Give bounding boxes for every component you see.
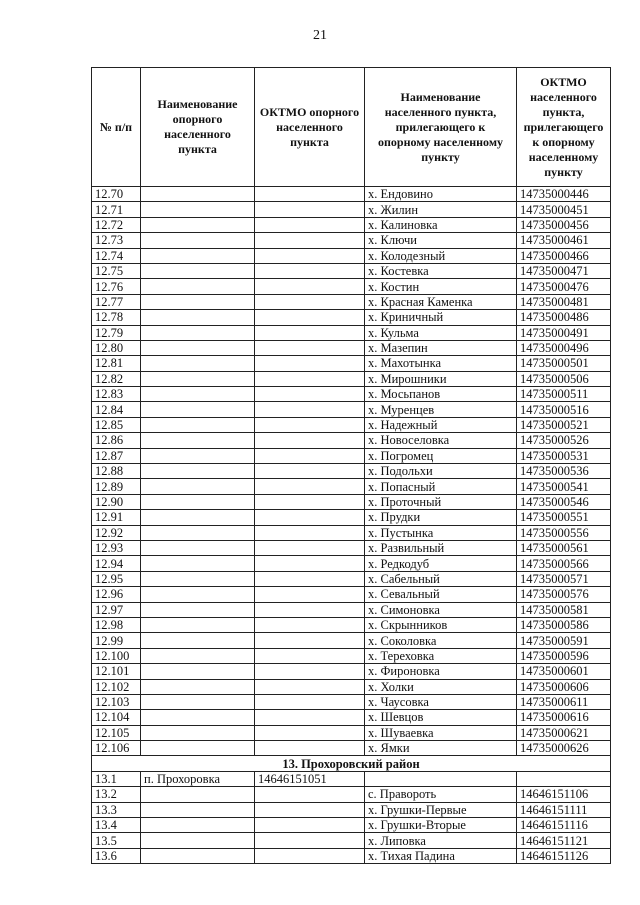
cell-number: 13.6 (92, 848, 141, 863)
cell-core-settlement-name (141, 494, 255, 509)
cell-adjacent-settlement-name: х. Грушки-Вторые (365, 818, 517, 833)
cell-adjacent-settlement-oktmo: 14735000611 (517, 694, 611, 709)
table-row (92, 587, 611, 602)
cell-adjacent-settlement-name: х. Севальный (365, 587, 517, 602)
cell-core-settlement-name (141, 556, 255, 571)
cell-number: 12.70 (92, 187, 141, 202)
cell-adjacent-settlement-name: х. Махотынка (365, 356, 517, 371)
cell-number: 13.1 (92, 771, 141, 786)
cell-core-settlement-oktmo (255, 540, 365, 555)
cell-core-settlement-oktmo (255, 664, 365, 679)
cell-core-settlement-oktmo (255, 694, 365, 709)
cell-core-settlement-name (141, 602, 255, 617)
cell-core-settlement-oktmo (255, 602, 365, 617)
cell-adjacent-settlement-name: х. Скрынников (365, 617, 517, 632)
cell-number: 12.90 (92, 494, 141, 509)
cell-adjacent-settlement-oktmo: 14735000586 (517, 617, 611, 632)
table-row (92, 818, 611, 833)
table-row (92, 387, 611, 402)
cell-adjacent-settlement-oktmo: 14735000471 (517, 263, 611, 278)
cell-adjacent-settlement-name: х. Калиновка (365, 217, 517, 232)
header-number: № п/п (92, 68, 141, 187)
table-row (92, 248, 611, 263)
cell-adjacent-settlement-oktmo: 14735000541 (517, 479, 611, 494)
header-adjacent-settlement-oktmo: ОКТМО населенного пункта, прилегающего к опорному населенному пункту (517, 68, 611, 187)
cell-number: 13.3 (92, 802, 141, 817)
cell-adjacent-settlement-name: х. Симоновка (365, 602, 517, 617)
table-row (92, 202, 611, 217)
table-row (92, 571, 611, 586)
table-row (92, 694, 611, 709)
cell-core-settlement-oktmo (255, 617, 365, 632)
cell-core-settlement-name (141, 464, 255, 479)
table-row (92, 479, 611, 494)
cell-core-settlement-oktmo (255, 710, 365, 725)
cell-number: 12.96 (92, 587, 141, 602)
cell-core-settlement-oktmo (255, 510, 365, 525)
cell-core-settlement-oktmo (255, 340, 365, 355)
cell-core-settlement-oktmo (255, 494, 365, 509)
cell-core-settlement-name (141, 187, 255, 202)
cell-number: 13.4 (92, 818, 141, 833)
cell-core-settlement-name (141, 448, 255, 463)
table-row (92, 710, 611, 725)
cell-number: 12.100 (92, 648, 141, 663)
cell-core-settlement-name (141, 325, 255, 340)
cell-adjacent-settlement-name: х. Колодезный (365, 248, 517, 263)
cell-core-settlement-name (141, 217, 255, 232)
table-row (92, 217, 611, 232)
section-title: 13. Прохоровский район (92, 756, 611, 771)
cell-number: 12.73 (92, 233, 141, 248)
cell-adjacent-settlement-oktmo: 14735000446 (517, 187, 611, 202)
cell-core-settlement-oktmo (255, 525, 365, 540)
cell-adjacent-settlement-oktmo: 14735000561 (517, 540, 611, 555)
cell-core-settlement-name (141, 479, 255, 494)
cell-adjacent-settlement-oktmo: 14735000516 (517, 402, 611, 417)
cell-number: 12.103 (92, 694, 141, 709)
cell-adjacent-settlement-name: х. Холки (365, 679, 517, 694)
table-row (92, 233, 611, 248)
cell-number: 12.74 (92, 248, 141, 263)
cell-number: 12.89 (92, 479, 141, 494)
cell-adjacent-settlement-oktmo: 14735000616 (517, 710, 611, 725)
cell-number: 12.83 (92, 387, 141, 402)
cell-adjacent-settlement-oktmo: 14735000571 (517, 571, 611, 586)
cell-number: 12.86 (92, 433, 141, 448)
cell-core-settlement-oktmo (255, 187, 365, 202)
table-row (92, 540, 611, 555)
cell-core-settlement-name (141, 802, 255, 817)
cell-adjacent-settlement-name: х. Жилин (365, 202, 517, 217)
cell-core-settlement-name (141, 356, 255, 371)
cell-adjacent-settlement-oktmo: 14735000531 (517, 448, 611, 463)
cell-adjacent-settlement-oktmo: 14735000576 (517, 587, 611, 602)
cell-adjacent-settlement-oktmo: 14735000466 (517, 248, 611, 263)
cell-adjacent-settlement-oktmo: 14735000476 (517, 279, 611, 294)
cell-core-settlement-oktmo (255, 725, 365, 740)
cell-core-settlement-name (141, 510, 255, 525)
cell-adjacent-settlement-name: х. Сабельный (365, 571, 517, 586)
cell-number: 12.77 (92, 294, 141, 309)
cell-core-settlement-name (141, 787, 255, 802)
cell-adjacent-settlement-oktmo: 14735000456 (517, 217, 611, 232)
cell-number: 12.106 (92, 741, 141, 756)
cell-core-settlement-oktmo (255, 310, 365, 325)
cell-core-settlement-name (141, 279, 255, 294)
cell-adjacent-settlement-name: х. Подольхи (365, 464, 517, 479)
cell-adjacent-settlement-oktmo: 14735000551 (517, 510, 611, 525)
cell-adjacent-settlement-oktmo: 14735000521 (517, 417, 611, 432)
cell-adjacent-settlement-name: х. Грушки-Первые (365, 802, 517, 817)
cell-core-settlement-name (141, 233, 255, 248)
table-row (92, 356, 611, 371)
cell-adjacent-settlement-name: х. Развильный (365, 540, 517, 555)
cell-core-settlement-name (141, 587, 255, 602)
cell-number: 12.92 (92, 525, 141, 540)
cell-core-settlement-name (141, 617, 255, 632)
cell-adjacent-settlement-oktmo: 14646151126 (517, 848, 611, 863)
cell-adjacent-settlement-oktmo: 14735000486 (517, 310, 611, 325)
cell-core-settlement-name (141, 679, 255, 694)
cell-adjacent-settlement-oktmo: 14646151111 (517, 802, 611, 817)
cell-core-settlement-oktmo (255, 679, 365, 694)
table-row (92, 371, 611, 386)
cell-core-settlement-name (141, 371, 255, 386)
cell-core-settlement-oktmo (255, 387, 365, 402)
table-row (92, 310, 611, 325)
cell-adjacent-settlement-oktmo: 14735000491 (517, 325, 611, 340)
table-row (92, 848, 611, 863)
cell-adjacent-settlement-name: х. Шевцов (365, 710, 517, 725)
table-row (92, 833, 611, 848)
cell-core-settlement-oktmo (255, 279, 365, 294)
table-row (92, 448, 611, 463)
cell-adjacent-settlement-name: х. Костевка (365, 263, 517, 278)
cell-number: 12.98 (92, 617, 141, 632)
cell-core-settlement-oktmo (255, 417, 365, 432)
header-core-settlement-name: Наименование опорного населенного пункта (141, 68, 255, 187)
cell-adjacent-settlement-oktmo: 14735000601 (517, 664, 611, 679)
cell-adjacent-settlement-oktmo: 14735000536 (517, 464, 611, 479)
cell-adjacent-settlement-name: х. Надежный (365, 417, 517, 432)
cell-adjacent-settlement-name: х. Мирошники (365, 371, 517, 386)
cell-adjacent-settlement-name: х. Фироновка (365, 664, 517, 679)
cell-number: 12.76 (92, 279, 141, 294)
cell-core-settlement-oktmo (255, 202, 365, 217)
cell-adjacent-settlement-name: х. Новоселовка (365, 433, 517, 448)
cell-core-settlement-oktmo (255, 741, 365, 756)
cell-number: 12.101 (92, 664, 141, 679)
cell-adjacent-settlement-name: х. Редкодуб (365, 556, 517, 571)
cell-core-settlement-name (141, 648, 255, 663)
cell-number: 12.99 (92, 633, 141, 648)
cell-number: 12.85 (92, 417, 141, 432)
table-row (92, 648, 611, 663)
cell-number: 12.91 (92, 510, 141, 525)
table-row (92, 464, 611, 479)
cell-adjacent-settlement-name: х. Тереховка (365, 648, 517, 663)
table-row (92, 633, 611, 648)
cell-core-settlement-name (141, 818, 255, 833)
cell-adjacent-settlement-name: х. Липовка (365, 833, 517, 848)
cell-number: 12.97 (92, 602, 141, 617)
table-row (92, 771, 611, 786)
cell-number: 12.81 (92, 356, 141, 371)
cell-core-settlement-name (141, 340, 255, 355)
cell-number: 12.72 (92, 217, 141, 232)
cell-core-settlement-oktmo (255, 448, 365, 463)
cell-adjacent-settlement-name: х. Тихая Падина (365, 848, 517, 863)
cell-core-settlement-name: п. Прохоровка (141, 771, 255, 786)
cell-adjacent-settlement-oktmo: 14735000461 (517, 233, 611, 248)
cell-core-settlement-oktmo (255, 433, 365, 448)
cell-number: 13.2 (92, 787, 141, 802)
cell-core-settlement-name (141, 433, 255, 448)
cell-core-settlement-oktmo (255, 248, 365, 263)
cell-number: 12.75 (92, 263, 141, 278)
table-row (92, 510, 611, 525)
cell-number: 12.79 (92, 325, 141, 340)
cell-core-settlement-oktmo (255, 233, 365, 248)
table-row (92, 279, 611, 294)
cell-adjacent-settlement-name (365, 771, 517, 786)
table-body-district-12 (92, 187, 611, 756)
cell-adjacent-settlement-name: х. Ендовино (365, 187, 517, 202)
table-row (92, 187, 611, 202)
cell-adjacent-settlement-name: х. Погромец (365, 448, 517, 463)
cell-adjacent-settlement-name: х. Ключи (365, 233, 517, 248)
cell-adjacent-settlement-name: х. Муренцев (365, 402, 517, 417)
cell-core-settlement-oktmo (255, 587, 365, 602)
cell-core-settlement-oktmo (255, 263, 365, 278)
cell-adjacent-settlement-name: х. Проточный (365, 494, 517, 509)
cell-core-settlement-oktmo (255, 356, 365, 371)
cell-number: 12.84 (92, 402, 141, 417)
cell-adjacent-settlement-name: х. Чаусовка (365, 694, 517, 709)
cell-adjacent-settlement-oktmo: 14735000591 (517, 633, 611, 648)
cell-core-settlement-name (141, 633, 255, 648)
cell-adjacent-settlement-oktmo: 14735000566 (517, 556, 611, 571)
cell-adjacent-settlement-name: х. Попасный (365, 479, 517, 494)
table-row (92, 802, 611, 817)
cell-core-settlement-oktmo: 14646151051 (255, 771, 365, 786)
cell-adjacent-settlement-oktmo: 14646151116 (517, 818, 611, 833)
cell-adjacent-settlement-name: х. Кульма (365, 325, 517, 340)
cell-core-settlement-name (141, 571, 255, 586)
cell-number: 12.87 (92, 448, 141, 463)
page-number: 21 (313, 28, 327, 43)
cell-number: 12.105 (92, 725, 141, 740)
cell-core-settlement-oktmo (255, 633, 365, 648)
cell-core-settlement-name (141, 725, 255, 740)
cell-adjacent-settlement-name: х. Костин (365, 279, 517, 294)
table-row (92, 617, 611, 632)
table-row (92, 525, 611, 540)
cell-core-settlement-name (141, 387, 255, 402)
cell-adjacent-settlement-name: х. Соколовка (365, 633, 517, 648)
header-adjacent-settlement-name: Наименование населенного пункта, прилегающего к опорному населенному пункту (365, 68, 517, 187)
cell-adjacent-settlement-oktmo: 14735000451 (517, 202, 611, 217)
cell-adjacent-settlement-oktmo: 14735000526 (517, 433, 611, 448)
cell-adjacent-settlement-name: х. Прудки (365, 510, 517, 525)
cell-number: 12.95 (92, 571, 141, 586)
table-row (92, 664, 611, 679)
table-row (92, 679, 611, 694)
cell-adjacent-settlement-name: х. Криничный (365, 310, 517, 325)
table-header-row (92, 68, 611, 187)
table-row (92, 494, 611, 509)
cell-adjacent-settlement-oktmo: 14735000581 (517, 602, 611, 617)
cell-core-settlement-name (141, 294, 255, 309)
cell-core-settlement-oktmo (255, 802, 365, 817)
cell-core-settlement-oktmo (255, 217, 365, 232)
cell-number: 12.80 (92, 340, 141, 355)
table-section-district-13 (92, 756, 611, 771)
table-row (92, 741, 611, 756)
cell-core-settlement-oktmo (255, 402, 365, 417)
cell-number: 12.102 (92, 679, 141, 694)
cell-adjacent-settlement-oktmo: 14735000481 (517, 294, 611, 309)
cell-core-settlement-oktmo (255, 648, 365, 663)
cell-adjacent-settlement-oktmo: 14735000556 (517, 525, 611, 540)
cell-adjacent-settlement-oktmo (517, 771, 611, 786)
cell-core-settlement-oktmo (255, 848, 365, 863)
cell-adjacent-settlement-name: х. Мазепин (365, 340, 517, 355)
cell-adjacent-settlement-oktmo: 14646151106 (517, 787, 611, 802)
cell-adjacent-settlement-oktmo: 14735000496 (517, 340, 611, 355)
section-row (92, 756, 611, 771)
cell-adjacent-settlement-oktmo: 14735000606 (517, 679, 611, 694)
cell-core-settlement-oktmo (255, 571, 365, 586)
table-row (92, 602, 611, 617)
cell-adjacent-settlement-name: х. Шуваевка (365, 725, 517, 740)
cell-core-settlement-oktmo (255, 371, 365, 386)
cell-adjacent-settlement-oktmo: 14735000511 (517, 387, 611, 402)
cell-core-settlement-name (141, 263, 255, 278)
table-body-district-13 (92, 771, 611, 863)
cell-core-settlement-name (141, 833, 255, 848)
cell-adjacent-settlement-name: с. Правороть (365, 787, 517, 802)
cell-adjacent-settlement-name: х. Красная Каменка (365, 294, 517, 309)
cell-number: 12.94 (92, 556, 141, 571)
cell-adjacent-settlement-name: х. Мосьпанов (365, 387, 517, 402)
cell-number: 12.93 (92, 540, 141, 555)
settlements-table (91, 67, 611, 864)
cell-adjacent-settlement-oktmo: 14735000626 (517, 741, 611, 756)
table-row (92, 787, 611, 802)
table-row (92, 556, 611, 571)
table-row (92, 402, 611, 417)
cell-core-settlement-name (141, 710, 255, 725)
table-row (92, 325, 611, 340)
cell-core-settlement-name (141, 248, 255, 263)
cell-core-settlement-oktmo (255, 833, 365, 848)
cell-adjacent-settlement-oktmo: 14735000501 (517, 356, 611, 371)
cell-core-settlement-name (141, 848, 255, 863)
table-row (92, 725, 611, 740)
table-row (92, 294, 611, 309)
cell-core-settlement-name (141, 417, 255, 432)
cell-core-settlement-oktmo (255, 294, 365, 309)
cell-number: 12.78 (92, 310, 141, 325)
cell-core-settlement-name (141, 741, 255, 756)
table-row (92, 433, 611, 448)
cell-core-settlement-name (141, 694, 255, 709)
cell-core-settlement-oktmo (255, 818, 365, 833)
cell-core-settlement-oktmo (255, 325, 365, 340)
cell-core-settlement-oktmo (255, 556, 365, 571)
table-row (92, 340, 611, 355)
cell-number: 12.71 (92, 202, 141, 217)
cell-number: 12.88 (92, 464, 141, 479)
cell-core-settlement-oktmo (255, 464, 365, 479)
cell-adjacent-settlement-oktmo: 14735000546 (517, 494, 611, 509)
cell-number: 13.5 (92, 833, 141, 848)
cell-core-settlement-name (141, 310, 255, 325)
cell-core-settlement-name (141, 402, 255, 417)
cell-core-settlement-name (141, 664, 255, 679)
cell-adjacent-settlement-oktmo: 14735000621 (517, 725, 611, 740)
cell-core-settlement-name (141, 525, 255, 540)
cell-adjacent-settlement-oktmo: 14735000596 (517, 648, 611, 663)
cell-number: 12.82 (92, 371, 141, 386)
cell-adjacent-settlement-oktmo: 14646151121 (517, 833, 611, 848)
cell-adjacent-settlement-oktmo: 14735000506 (517, 371, 611, 386)
table-row (92, 417, 611, 432)
table-row (92, 263, 611, 278)
cell-number: 12.104 (92, 710, 141, 725)
cell-core-settlement-oktmo (255, 479, 365, 494)
cell-adjacent-settlement-name: х. Ямки (365, 741, 517, 756)
cell-adjacent-settlement-name: х. Пустынка (365, 525, 517, 540)
header-core-settlement-oktmo: ОКТМО опорного населенного пункта (255, 68, 365, 187)
cell-core-settlement-name (141, 202, 255, 217)
cell-core-settlement-name (141, 540, 255, 555)
cell-core-settlement-oktmo (255, 787, 365, 802)
